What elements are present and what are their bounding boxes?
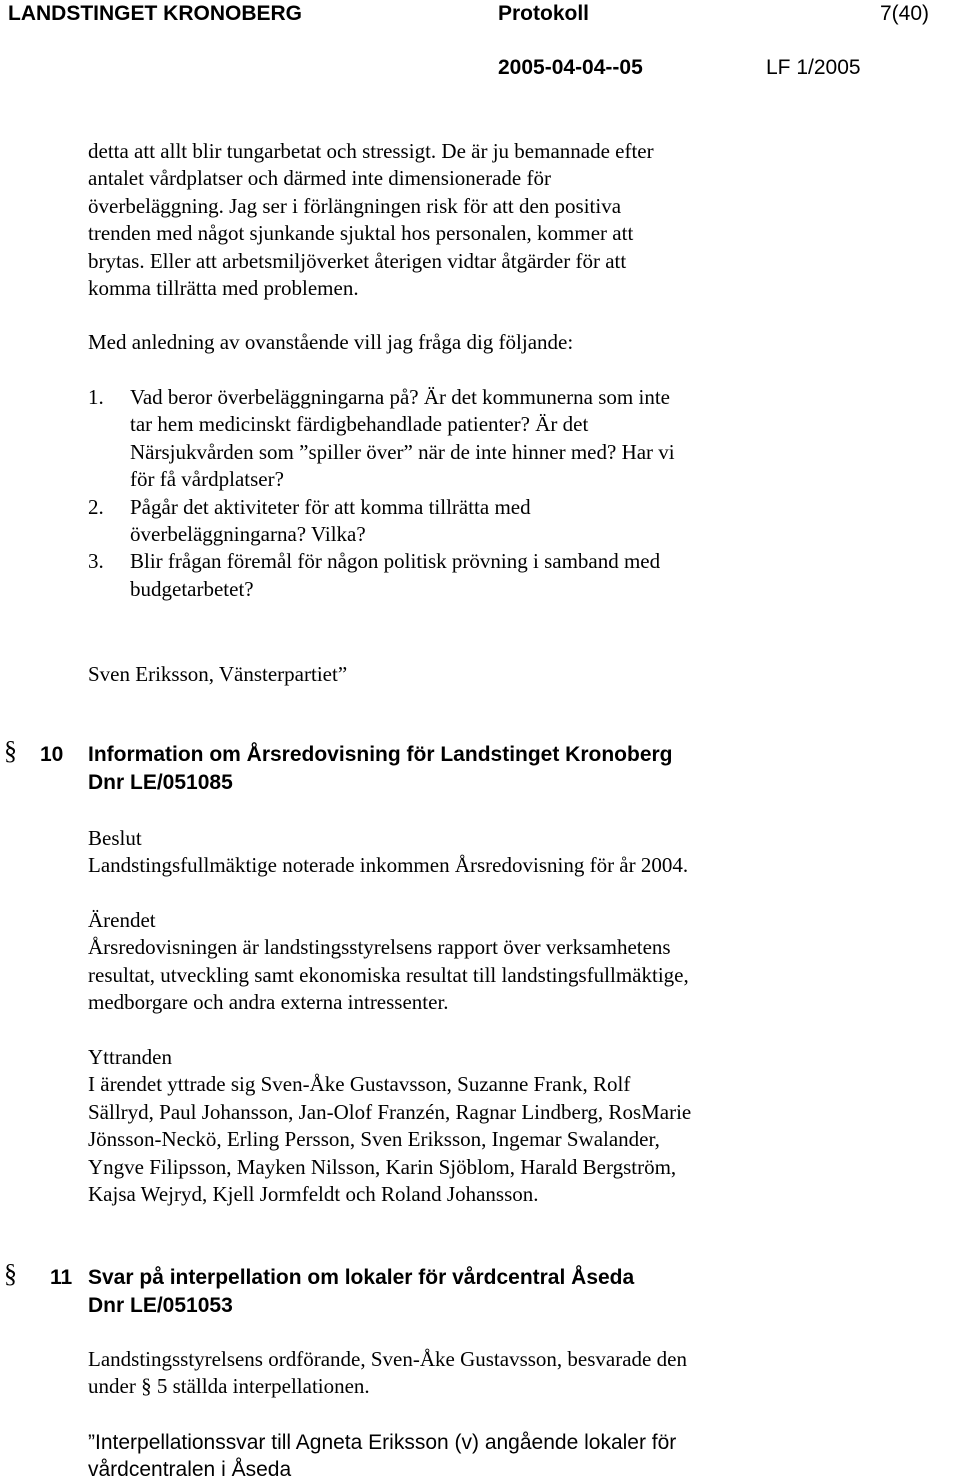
question-line: Blir frågan föremål för någon politisk prövning i samband med <box>130 549 661 574</box>
quote-line: ”Interpellationssvar till Agneta Eriksson (v) angående lokaler för <box>88 1431 677 1454</box>
doc-type: Protokoll <box>498 2 590 25</box>
arendet-line: Årsredovisningen är landstingsstyrelsens rapport över verksamhetens <box>88 935 671 960</box>
answer-line <box>88 1373 848 1400</box>
section-title <box>88 1264 634 1320</box>
beslut-block <box>88 825 848 880</box>
question-line: för få vårdplatser? <box>130 467 284 492</box>
section-dnr: Dnr LE/051053 <box>88 1294 233 1317</box>
org-name: LANDSTINGET KRONOBERG <box>8 2 302 25</box>
question-line: Pågår det aktiviteter för att komma tillrätta med <box>130 494 531 519</box>
beslut-text: Landstingsfullmäktige noterade inkommen Årsredovisning för år 2004. <box>88 853 689 878</box>
section-title-text: Svar på interpellation om lokaler för vårdcentral Åseda <box>88 1266 635 1289</box>
intro-line: detta att allt blir tungarbetat och stressigt. De är ju bemannade efter <box>88 139 654 163</box>
answer-line: Landstingsstyrelsens ordförande, Sven-Åke Gustavsson, besvarade den <box>88 1347 687 1371</box>
arendet-heading: Ärendet <box>88 908 156 932</box>
section-number: 10 <box>40 743 64 766</box>
question-list <box>88 384 848 603</box>
paragraph-mark: § <box>141 1374 152 1399</box>
question-item <box>88 548 848 603</box>
yttranden-line: Jönsson-Neckö, Erling Persson, Sven Eriksson, Ingemar Swalander, <box>88 1127 660 1152</box>
question-line: tar hem medicinskt färdigbehandlade patienter? Är det <box>130 412 589 437</box>
section-title <box>88 741 673 797</box>
section-number: 11 <box>50 1266 73 1289</box>
question-item <box>88 384 848 494</box>
section-title-text: Information om Årsredovisning för Landstinget Kronoberg <box>88 743 673 766</box>
question-line: Vad beror överbeläggningarna på? Är det kommunerna som inte <box>130 385 670 409</box>
arendet-line: medborgare och andra externa intressenter. <box>88 990 449 1015</box>
answer-text: 5 ställda interpellationen. <box>156 1374 370 1399</box>
yttranden-line: Sällryd, Paul Johansson, Jan-Olof Franzén, Ragnar Lindberg, RosMarie <box>88 1099 692 1124</box>
yttranden-line: Yngve Filipsson, Mayken Nilsson, Karin Sjöblom, Harald Bergström, <box>88 1154 677 1179</box>
section-dnr: Dnr LE/051085 <box>88 771 233 794</box>
quote-line: vårdcentralen i Åseda <box>88 1458 292 1481</box>
arendet-block <box>88 907 848 1017</box>
intro-paragraph <box>88 138 848 302</box>
intro-line: brytas. Eller att arbetsmiljöverket återigen vidtar åtgärder för att <box>88 248 627 273</box>
section-mark: § <box>4 736 17 765</box>
question-number: 3. <box>88 549 104 574</box>
question-number: 2. <box>88 494 104 519</box>
question-line: Närsjukvården som ”spiller över” när de inte hinner med? Har vi <box>130 439 675 464</box>
signature: Sven Eriksson, Vänsterpartiet” <box>88 662 348 686</box>
question-number: 1. <box>88 385 104 409</box>
section-mark: § <box>4 1259 17 1288</box>
page-number: 7(40) <box>880 2 930 25</box>
question-intro: Med anledning av ovanstående vill jag fråga dig följande: <box>88 330 574 354</box>
question-line: överbeläggningarna? Vilka? <box>130 522 366 547</box>
question-line: budgetarbetet? <box>130 576 254 601</box>
answer-paragraph <box>88 1346 848 1401</box>
yttranden-heading: Yttranden <box>88 1045 172 1069</box>
yttranden-line: I ärendet yttrade sig Sven-Åke Gustavsson, Suzanne Frank, Rolf <box>88 1072 631 1097</box>
answer-text: under <box>88 1374 136 1399</box>
protocol-ref: LF 1/2005 <box>766 56 861 79</box>
question-item <box>88 494 848 549</box>
yttranden-line: Kajsa Wejryd, Kjell Jormfeldt och Roland Johansson. <box>88 1182 539 1207</box>
arendet-line: resultat, utveckling samt ekonomiska resultat till landstingsfullmäktige, <box>88 962 689 987</box>
intro-line: överbeläggning. Jag ser i förlängningen risk för att den positiva <box>88 193 622 218</box>
intro-line: antalet vårdplatser och därmed inte dimensionerade för <box>88 166 551 191</box>
intro-line: komma tillrätta med problemen. <box>88 276 359 301</box>
meeting-dates: 2005-04-04--05 <box>498 56 643 79</box>
beslut-heading: Beslut <box>88 826 142 850</box>
intro-line: trenden med något sjunkande sjuktal hos personalen, kommer att <box>88 221 634 246</box>
quote-block <box>88 1429 676 1483</box>
yttranden-block <box>88 1044 848 1208</box>
